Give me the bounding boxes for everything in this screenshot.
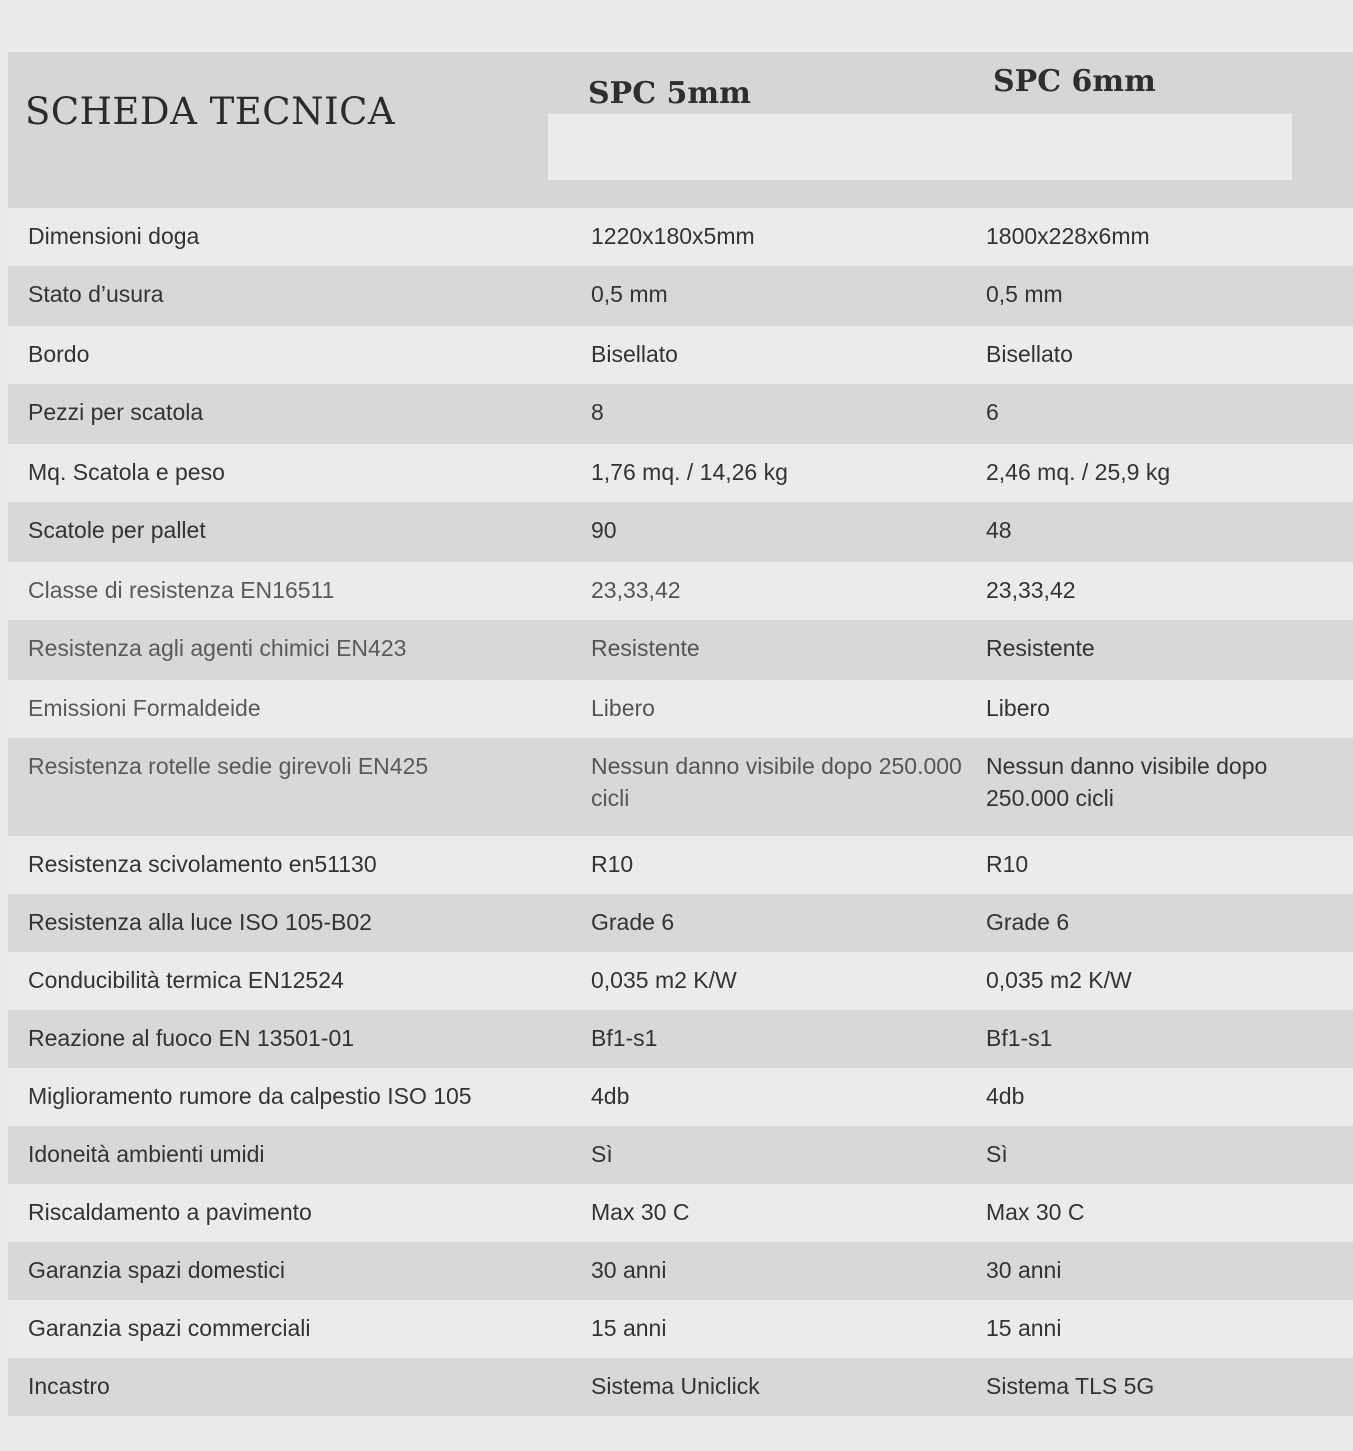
row-value-spc-5mm: 90 (591, 517, 617, 543)
table-row (8, 1300, 1353, 1358)
row-value-spc-5mm: 8 (591, 399, 604, 425)
row-value-spc-6mm: R10 (986, 851, 1029, 877)
row-value-spc-6mm: 0,5 mm (986, 281, 1063, 307)
row-value-spc-6mm: 0,035 m2 K/W (986, 967, 1132, 993)
table-row (8, 952, 1353, 1010)
row-label: Dimensioni doga (28, 223, 200, 249)
table-row (8, 1010, 1353, 1068)
table-row (8, 384, 1353, 444)
table-row (8, 502, 1353, 562)
table-row (8, 562, 1353, 620)
table-row (8, 444, 1353, 502)
row-label: Riscaldamento a pavimento (28, 1199, 312, 1225)
table-row (8, 1126, 1353, 1184)
row-value-spc-5mm: Resistente (591, 635, 700, 661)
table-row (8, 836, 1353, 894)
column-header-spc-5mm: SPC 5mm (588, 76, 751, 111)
row-value-spc-6mm: Sistema TLS 5G (986, 1373, 1155, 1399)
row-value-spc-5mm: Sistema Uniclick (591, 1373, 760, 1399)
table-row (8, 620, 1353, 680)
table-row (8, 1242, 1353, 1300)
row-label: Resistenza alla luce ISO 105-B02 (28, 909, 372, 935)
row-value-spc-6mm: Nessun danno visibile dopo 250.000 cicli (986, 753, 1268, 811)
row-value-spc-6mm: 30 anni (986, 1257, 1062, 1283)
table-header (8, 52, 1353, 208)
row-label: Resistenza scivolamento en51130 (28, 851, 377, 877)
row-label: Classe di resistenza EN16511 (28, 577, 335, 603)
row-label: Garanzia spazi domestici (28, 1257, 285, 1283)
row-value-spc-6mm: 2,46 mq. / 25,9 kg (986, 459, 1171, 485)
row-value-spc-5mm: 30 anni (591, 1257, 667, 1283)
row-value-spc-5mm: Bf1-s1 (591, 1025, 658, 1051)
row-label: Conducibilità termica EN12524 (28, 967, 344, 993)
row-value-spc-6mm: Resistente (986, 635, 1095, 661)
row-value-spc-5mm: 1220x180x5mm (591, 223, 755, 249)
row-value-spc-5mm: 1,76 mq. / 14,26 kg (591, 459, 788, 485)
row-label: Incastro (28, 1373, 110, 1399)
row-value-spc-5mm: Max 30 C (591, 1199, 690, 1225)
row-value-spc-5mm: Sì (591, 1141, 613, 1167)
table-row (8, 266, 1353, 326)
row-value-spc-5mm: 23,33,42 (591, 577, 681, 603)
page-title: SCHEDA TECNICA (25, 90, 396, 133)
row-label: Pezzi per scatola (28, 399, 204, 425)
row-label: Emissioni Formaldeide (28, 695, 261, 721)
row-value-spc-6mm: Bisellato (986, 341, 1073, 367)
row-value-spc-6mm: 15 anni (986, 1315, 1062, 1341)
row-value-spc-6mm: Grade 6 (986, 909, 1070, 935)
spec-table-body (8, 208, 1353, 1416)
row-value-spc-6mm: Bf1-s1 (986, 1025, 1053, 1051)
row-value-spc-6mm: Sì (986, 1141, 1008, 1167)
row-value-spc-6mm: 23,33,42 (986, 577, 1076, 603)
row-value-spc-6mm: 48 (986, 517, 1012, 543)
table-row (8, 326, 1353, 384)
row-value-spc-5mm: 4db (591, 1083, 630, 1109)
table-row (8, 680, 1353, 738)
row-value-spc-6mm: 6 (986, 399, 999, 425)
table-row (8, 1068, 1353, 1126)
row-label: Miglioramento rumore da calpestio ISO 105 (28, 1083, 472, 1109)
table-row (8, 738, 1353, 836)
row-value-spc-6mm: Libero (986, 695, 1050, 721)
row-value-spc-5mm: Grade 6 (591, 909, 675, 935)
row-label: Resistenza agli agenti chimici EN423 (28, 635, 407, 661)
row-label: Mq. Scatola e peso (28, 459, 225, 485)
row-label: Idoneità ambienti umidi (28, 1141, 265, 1167)
row-value-spc-5mm: Nessun danno visibile dopo 250.000 cicli (591, 753, 962, 811)
row-value-spc-5mm: 0,5 mm (591, 281, 668, 307)
table-row (8, 1358, 1353, 1416)
column-header-spc-6mm: SPC 6mm (993, 64, 1156, 99)
row-label: Reazione al fuoco EN 13501-01 (28, 1025, 355, 1051)
row-label: Resistenza rotelle sedie girevoli EN425 (28, 753, 429, 779)
row-value-spc-5mm: R10 (591, 851, 634, 877)
row-label: Bordo (28, 341, 90, 367)
table-row (8, 208, 1353, 266)
row-value-spc-6mm: 1800x228x6mm (986, 223, 1150, 249)
table-row (8, 1184, 1353, 1242)
row-value-spc-6mm: Max 30 C (986, 1199, 1085, 1225)
row-value-spc-5mm: Libero (591, 695, 655, 721)
row-value-spc-6mm: 4db (986, 1083, 1025, 1109)
header-blank-band (548, 114, 1292, 180)
row-value-spc-5mm: Bisellato (591, 341, 678, 367)
row-value-spc-5mm: 0,035 m2 K/W (591, 967, 737, 993)
row-label: Garanzia spazi commerciali (28, 1315, 311, 1341)
row-value-spc-5mm: 15 anni (591, 1315, 667, 1341)
row-label: Stato d’usura (28, 281, 164, 307)
table-row (8, 894, 1353, 952)
spec-sheet (8, 52, 1353, 1412)
row-label: Scatole per pallet (28, 517, 206, 543)
